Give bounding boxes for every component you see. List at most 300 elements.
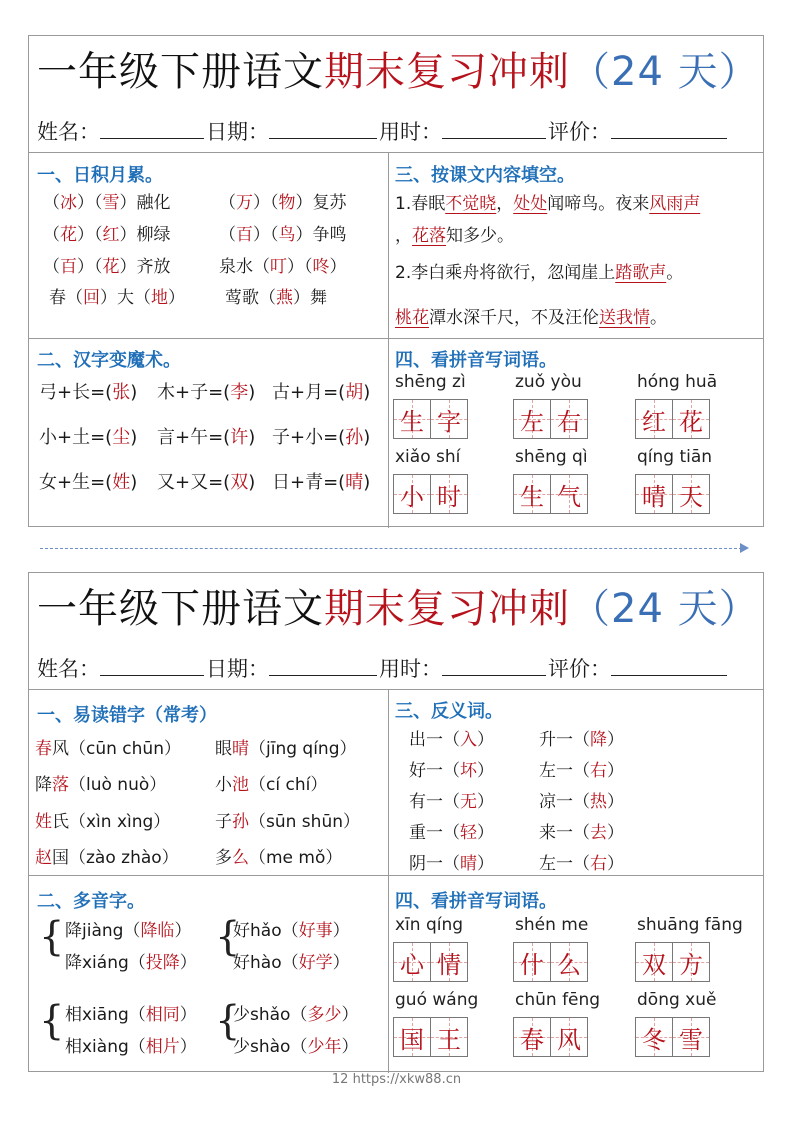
misread-item: [215, 810, 360, 834]
char-puzzle-item: [39, 381, 137, 405]
text-fragment: ）: [341, 1037, 359, 1057]
answer-char: 天: [679, 482, 703, 511]
name-blank[interactable]: [100, 118, 204, 139]
misread-item: [215, 846, 342, 870]
tianzige-cell[interactable]: [430, 1017, 468, 1057]
tianzige-cell[interactable]: [672, 1017, 710, 1057]
idiom-row: [49, 286, 185, 310]
text-fragment: 投降: [145, 953, 180, 973]
poem-line: [395, 224, 514, 248]
text-fragment: 花落: [412, 226, 446, 246]
section-title: 二、多音字。: [37, 891, 145, 912]
text-fragment: 相xiāng（: [65, 1005, 146, 1025]
text-fragment: 咚: [312, 257, 330, 277]
char-puzzle-item: [272, 471, 370, 495]
text-fragment: 回: [83, 288, 100, 308]
text-fragment: 赵: [35, 848, 52, 868]
antonym-answer: 晴: [460, 854, 477, 874]
puzzle-close: ): [363, 472, 371, 493]
text-fragment: 潭水深千尺，不及汪伦: [429, 308, 599, 328]
idiom-row: [219, 255, 347, 279]
antonym-answer: 热: [590, 792, 607, 812]
antonym-item: [539, 821, 624, 845]
tianzige-cell[interactable]: [393, 399, 431, 439]
antonym-close: ）: [607, 761, 624, 781]
tianzige-cell[interactable]: [550, 1017, 588, 1057]
answer-char: 心: [400, 950, 424, 979]
antonym-close: ）: [607, 730, 624, 750]
antonym-close: ）: [607, 792, 624, 812]
answer-char: 右: [557, 407, 581, 436]
text-fragment: 好事: [298, 921, 333, 941]
tianzige-cell[interactable]: [430, 474, 468, 514]
text-fragment: ）齐放: [119, 257, 171, 277]
answer-char: 国: [400, 1025, 424, 1054]
pinyin-label: guó wáng: [395, 990, 479, 1010]
tianzige-cell[interactable]: [635, 474, 673, 514]
antonym-word: 凉一（: [539, 792, 590, 812]
antonym-item: [539, 852, 624, 876]
answer-char: 生: [520, 482, 544, 511]
antonym-item: [539, 790, 624, 814]
polyphone-item: [233, 1035, 358, 1059]
pinyin-label: shēng zì: [395, 372, 466, 392]
text-fragment: 鸟: [278, 225, 296, 245]
answer-char: 什: [520, 950, 544, 979]
pinyin-label: zuǒ yòu: [515, 372, 582, 392]
polyphone-item: [65, 1003, 197, 1027]
antonym-item: [409, 759, 494, 783]
puzzle-answer: 张: [112, 382, 131, 403]
writing-grid: [513, 474, 587, 514]
misread-item: [35, 737, 181, 761]
poem-line: [395, 261, 683, 285]
text-fragment: ）: [341, 1005, 359, 1025]
section-title: 一、易读错字（常考）: [37, 705, 217, 726]
text-fragment: 踏歌声: [615, 263, 667, 283]
writing-grid: [635, 474, 709, 514]
writing-grid: [513, 942, 587, 982]
antonym-close: ）: [607, 854, 624, 874]
answer-char: 风: [557, 1025, 581, 1054]
text-fragment: 好hǎo（: [233, 921, 299, 941]
text-fragment: 物: [278, 193, 296, 213]
idiom-row: [219, 223, 347, 247]
text-fragment: 少年: [307, 1037, 342, 1057]
text-fragment: 降: [35, 775, 52, 795]
text-fragment: （luò nuò）: [69, 775, 167, 795]
text-fragment: ）: [179, 1005, 197, 1025]
text-fragment: ）: [179, 1037, 197, 1057]
time-blank[interactable]: [442, 655, 546, 676]
text-fragment: 池: [232, 775, 249, 795]
antonym-answer: 入: [460, 730, 477, 750]
text-fragment: ）: [332, 953, 350, 973]
antonym-item: [409, 821, 494, 845]
antonym-close: ）: [477, 761, 494, 781]
idiom-row: [219, 191, 347, 215]
text-fragment: ）（: [253, 193, 279, 213]
antonym-close: ）: [477, 854, 494, 874]
antonym-word: 阴一（: [409, 854, 460, 874]
tianzige-cell[interactable]: [513, 399, 551, 439]
text-fragment: （: [219, 225, 236, 245]
misread-item: [35, 810, 170, 834]
text-fragment: 。: [650, 308, 667, 328]
puzzle-close: ): [130, 472, 138, 493]
section-title: 三、反义词。: [395, 701, 503, 722]
text-fragment: 处处: [513, 194, 548, 214]
antonym-answer: 右: [590, 854, 607, 874]
tianzige-cell[interactable]: [550, 942, 588, 982]
text-fragment: ，: [496, 194, 514, 214]
puzzle-formula: 又+又=(: [157, 472, 231, 493]
antonym-item: [539, 759, 624, 783]
eval-blank[interactable]: [611, 118, 727, 139]
text-fragment: 桃花: [395, 308, 429, 328]
answer-char: 方: [679, 950, 703, 979]
text-fragment: 万: [236, 193, 253, 213]
text-fragment: 眼: [215, 739, 232, 759]
divider-arrow-line: [40, 548, 742, 549]
antonym-answer: 去: [590, 823, 607, 843]
text-fragment: 多: [215, 848, 232, 868]
tianzige-cell[interactable]: [635, 1017, 673, 1057]
answer-char: 春: [520, 1025, 544, 1054]
char-puzzle-item: [39, 426, 137, 450]
puzzle-answer: 姓: [112, 472, 131, 493]
antonym-answer: 轻: [460, 823, 477, 843]
text-fragment: 红: [102, 225, 120, 245]
antonym-item: [409, 790, 494, 814]
text-fragment: 知多少。: [446, 226, 514, 246]
pinyin-label: chūn fēng: [515, 990, 601, 1010]
worksheet-title: 一年级下册语文期末复习冲刺（24 天）: [37, 49, 760, 95]
answer-char: 气: [557, 482, 581, 511]
pinyin-label: xīn qíng: [395, 915, 464, 935]
text-fragment: 春: [35, 739, 52, 759]
divider: [29, 875, 763, 876]
text-fragment: 降临: [140, 921, 175, 941]
writing-grid: [393, 1017, 467, 1057]
answer-char: 时: [437, 482, 461, 511]
writing-grid: [635, 1017, 709, 1057]
writing-grid: [513, 1017, 587, 1057]
pinyin-label: dōng xuě: [637, 990, 717, 1010]
puzzle-close: ): [248, 472, 256, 493]
text-fragment: 子: [215, 812, 232, 832]
text-fragment: 百: [236, 225, 253, 245]
text-fragment: 相xiàng（: [65, 1037, 146, 1057]
pinyin-label: shuāng fāng: [637, 915, 743, 935]
antonym-word: 有一（: [409, 792, 460, 812]
antonym-word: 升一（: [539, 730, 590, 750]
text-fragment: （: [219, 193, 236, 213]
puzzle-answer: 许: [230, 427, 249, 448]
text-fragment: 花: [60, 225, 77, 245]
text-fragment: （: [43, 257, 60, 277]
text-fragment: 闻啼鸟。夜来: [547, 194, 650, 214]
misread-item: [35, 773, 166, 797]
section-title: 四、看拼音写词语。: [395, 350, 557, 371]
text-fragment: ）复苏: [295, 193, 347, 213]
text-fragment: ）: [168, 288, 185, 308]
pinyin-label: shén me: [515, 915, 589, 935]
text-fragment: （jīng qíng）: [249, 739, 357, 759]
puzzle-answer: 孙: [345, 427, 364, 448]
antonym-word: 来一（: [539, 823, 590, 843]
puzzle-answer: 尘: [112, 427, 131, 448]
idiom-row: [225, 286, 327, 310]
text-fragment: （sūn shūn）: [249, 812, 360, 832]
char-puzzle-item: [157, 471, 255, 495]
divider: [388, 689, 389, 1073]
text-fragment: ）舞: [293, 288, 327, 308]
text-fragment: 好学: [298, 953, 333, 973]
date-blank[interactable]: [269, 118, 377, 139]
misread-item: [215, 773, 327, 797]
polyphone-item: [65, 919, 191, 943]
text-fragment: 孙: [232, 812, 249, 832]
idiom-row: [43, 255, 171, 279]
text-fragment: （cí chí）: [249, 775, 328, 795]
puzzle-formula: 古+月=(: [272, 382, 346, 403]
antonym-word: 左一（: [539, 761, 590, 781]
writing-grid: [513, 399, 587, 439]
text-fragment: ）（: [77, 257, 103, 277]
text-fragment: ）柳绿: [119, 225, 171, 245]
pinyin-label: shēng qì: [515, 447, 588, 467]
answer-char: 情: [437, 950, 461, 979]
tianzige-cell[interactable]: [635, 399, 673, 439]
tianzige-cell[interactable]: [550, 474, 588, 514]
puzzle-formula: 弓+长=(: [39, 382, 113, 403]
antonym-answer: 坏: [460, 761, 477, 781]
time-blank[interactable]: [442, 118, 546, 139]
antonym-close: ）: [607, 823, 624, 843]
answer-char: 晴: [642, 482, 666, 511]
polyphone-item: [233, 1003, 358, 1027]
brace-icon: {: [215, 998, 241, 1044]
answer-char: 字: [437, 407, 461, 436]
student-info-row: 姓名： 日期： 用时： 评价：: [37, 118, 729, 146]
antonym-answer: 右: [590, 761, 607, 781]
section-title: 四、看拼音写词语。: [395, 891, 557, 912]
text-fragment: 地: [151, 288, 168, 308]
antonym-item: [409, 728, 494, 752]
poem-line: [395, 192, 700, 216]
text-fragment: 好hào（: [233, 953, 299, 973]
text-fragment: 叮: [270, 257, 287, 277]
char-puzzle-item: [272, 381, 370, 405]
char-puzzle-item: [272, 426, 370, 450]
text-fragment: ）（: [253, 225, 279, 245]
answer-char: 王: [437, 1025, 461, 1054]
text-fragment: ）: [332, 921, 350, 941]
text-fragment: 莺歌（: [225, 288, 276, 308]
text-fragment: 百: [60, 257, 77, 277]
text-fragment: 多少: [307, 1005, 342, 1025]
antonym-word: 左一（: [539, 854, 590, 874]
puzzle-close: ): [363, 382, 371, 403]
char-puzzle-item: [157, 381, 255, 405]
brace-icon: {: [39, 914, 65, 960]
text-fragment: 泉水（: [219, 257, 270, 277]
poem-line: [395, 306, 667, 330]
puzzle-formula: 言+午=(: [157, 427, 231, 448]
text-fragment: ）（: [77, 193, 103, 213]
answer-char: 红: [642, 407, 666, 436]
section-title: 一、日积月累。: [37, 165, 163, 186]
text-fragment: ）: [174, 921, 192, 941]
student-info-row: 姓名： 日期： 用时： 评价：: [37, 655, 729, 683]
misread-item: [35, 846, 179, 870]
answer-char: 双: [642, 950, 666, 979]
antonym-word: 重一（: [409, 823, 460, 843]
puzzle-close: ): [248, 427, 256, 448]
antonym-item: [539, 728, 624, 752]
tianzige-cell[interactable]: [672, 399, 710, 439]
section-title: 三、按课文内容填空。: [395, 165, 575, 186]
answer-char: 花: [679, 407, 703, 436]
text-fragment: 姓: [35, 812, 52, 832]
arrow-right-icon: [740, 543, 749, 553]
pinyin-label: hóng huā: [637, 372, 718, 392]
text-fragment: 氏（xìn xìng）: [52, 812, 171, 832]
puzzle-formula: 女+生=(: [39, 472, 113, 493]
puzzle-close: ): [130, 382, 138, 403]
text-fragment: 相同: [145, 1005, 180, 1025]
text-fragment: 国（zào zhào）: [52, 848, 179, 868]
polyphone-item: [233, 951, 350, 975]
text-fragment: （: [43, 225, 60, 245]
tianzige-cell[interactable]: [393, 942, 431, 982]
brace-icon: {: [39, 998, 65, 1044]
polyphone-item: [233, 919, 350, 943]
text-fragment: 风（cūn chūn）: [52, 739, 181, 759]
text-fragment: 不觉晓: [445, 194, 497, 214]
divider: [29, 689, 763, 690]
text-fragment: 。: [666, 263, 684, 283]
writing-grid: [635, 942, 709, 982]
antonym-close: ）: [477, 823, 494, 843]
puzzle-formula: 小+土=(: [39, 427, 113, 448]
answer-char: 生: [400, 407, 424, 436]
tianzige-cell[interactable]: [393, 1017, 431, 1057]
text-fragment: 降xiáng（: [65, 953, 146, 973]
tianzige-cell[interactable]: [513, 474, 551, 514]
pinyin-label: qíng tiān: [637, 447, 713, 467]
text-fragment: 少shào（: [233, 1037, 308, 1057]
name-blank[interactable]: [100, 655, 204, 676]
antonym-close: ）: [477, 792, 494, 812]
answer-char: 小: [400, 482, 424, 511]
text-fragment: 燕: [276, 288, 293, 308]
divider: [29, 152, 763, 153]
puzzle-formula: 木+子=(: [157, 382, 231, 403]
brace-icon: {: [215, 914, 241, 960]
writing-grid: [393, 399, 467, 439]
text-fragment: ）争鸣: [295, 225, 347, 245]
text-fragment: 落: [52, 775, 69, 795]
worksheet-card-2: [28, 572, 764, 1072]
text-fragment: 晴: [232, 739, 249, 759]
tianzige-cell[interactable]: [635, 942, 673, 982]
char-puzzle-item: [39, 471, 137, 495]
tianzige-cell[interactable]: [672, 474, 710, 514]
text-fragment: 花: [102, 257, 120, 277]
polyphone-item: [65, 951, 197, 975]
antonym-close: ）: [477, 730, 494, 750]
answer-char: 冬: [642, 1025, 666, 1054]
puzzle-close: ): [248, 382, 256, 403]
text-fragment: ）融化: [119, 193, 171, 213]
text-fragment: 相片: [145, 1037, 180, 1057]
idiom-row: [43, 191, 171, 215]
tianzige-cell[interactable]: [550, 399, 588, 439]
answer-char: 左: [520, 407, 544, 436]
puzzle-formula: 日+青=(: [272, 472, 346, 493]
tianzige-cell[interactable]: [513, 942, 551, 982]
puzzle-answer: 双: [230, 472, 249, 493]
pinyin-label: xiǎo shí: [395, 447, 461, 467]
polyphone-item: [65, 1035, 197, 1059]
puzzle-close: ): [130, 427, 138, 448]
antonym-word: 好一（: [409, 761, 460, 781]
puzzle-answer: 李: [230, 382, 249, 403]
text-fragment: 春（: [49, 288, 83, 308]
idiom-row: [43, 223, 171, 247]
text-fragment: 降jiàng（: [65, 921, 141, 941]
tianzige-cell[interactable]: [513, 1017, 551, 1057]
text-fragment: （me mǒ）: [249, 848, 343, 868]
eval-blank[interactable]: [611, 655, 727, 676]
worksheet-card-1: [28, 35, 764, 527]
misread-item: [215, 737, 357, 761]
tianzige-cell[interactable]: [430, 942, 468, 982]
divider: [388, 152, 389, 528]
date-blank[interactable]: [269, 655, 377, 676]
antonym-word: 出一（: [409, 730, 460, 750]
antonym-answer: 降: [590, 730, 607, 750]
writing-grid: [635, 399, 709, 439]
text-fragment: ）: [179, 953, 197, 973]
writing-grid: [393, 942, 467, 982]
text-fragment: 么: [232, 848, 249, 868]
puzzle-answer: 胡: [345, 382, 364, 403]
text-fragment: ，: [395, 226, 412, 246]
text-fragment: 小: [215, 775, 232, 795]
antonym-answer: 无: [460, 792, 477, 812]
text-fragment: 送我情: [599, 308, 650, 328]
answer-char: 雪: [679, 1025, 703, 1054]
worksheet-title: 一年级下册语文期末复习冲刺（24 天）: [37, 586, 760, 632]
text-fragment: ）（: [77, 225, 103, 245]
text-fragment: ）（: [287, 257, 313, 277]
puzzle-formula: 子+小=(: [272, 427, 346, 448]
text-fragment: 雪: [102, 193, 120, 213]
text-fragment: ）大（: [100, 288, 151, 308]
answer-char: 么: [557, 950, 581, 979]
writing-grid: [393, 474, 467, 514]
char-puzzle-item: [157, 426, 255, 450]
tianzige-cell[interactable]: [393, 474, 431, 514]
tianzige-cell[interactable]: [430, 399, 468, 439]
text-fragment: （: [43, 193, 60, 213]
section-title: 二、汉字变魔术。: [37, 350, 181, 371]
text-fragment: ）: [329, 257, 347, 277]
tianzige-cell[interactable]: [672, 942, 710, 982]
